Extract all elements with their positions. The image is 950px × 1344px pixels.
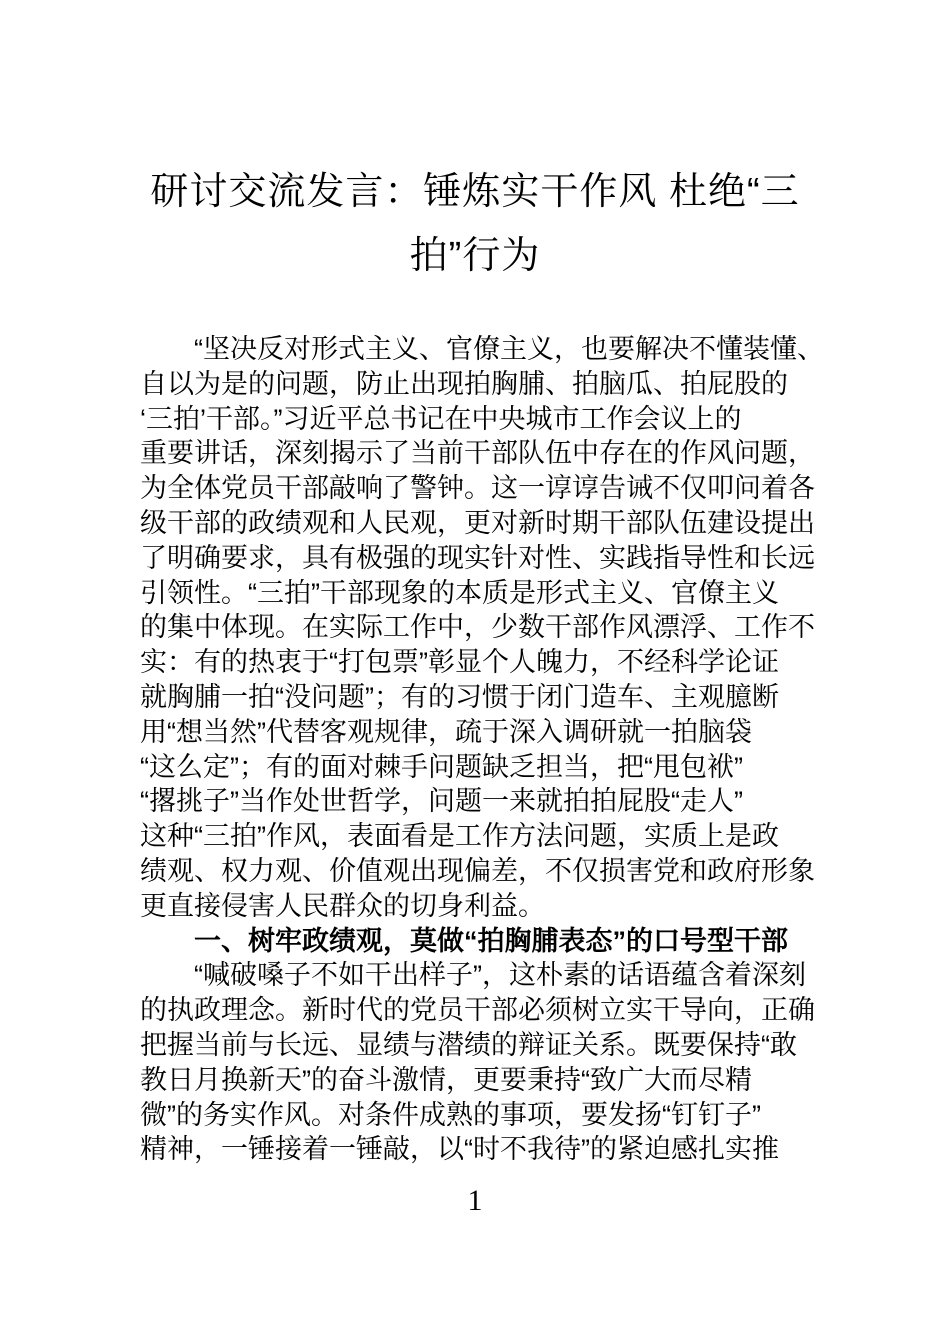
- text-line: “撂挑子”当作处世哲学，问题一来就拍拍屁股“走人”: [140, 786, 743, 817]
- text-line: 为全体党员干部敲响了警钟。这一谆谆告诫不仅叩问着各: [140, 473, 815, 504]
- text-line: “喊破嗓子不如干出样子”，这朴素的话语蕴含着深刻: [194, 960, 806, 991]
- title-line: 拍”行为: [409, 235, 541, 277]
- paragraph: [140, 958, 815, 1167]
- text-line: 的执政理念。新时代的党员干部必须树立实干导向，正确: [140, 995, 815, 1026]
- text-line: 自以为是的问题，防止出现拍胸脯、拍脑瓜、拍屁股的: [140, 368, 788, 399]
- text-line: 这种“三拍”作风，表面看是工作方法问题，实质上是政: [140, 821, 779, 852]
- document-body: [140, 332, 824, 1167]
- text-line: 精神，一锤接着一锤敲，以“时不我待”的紧迫感扎实推: [140, 1134, 779, 1165]
- text-line: “这么定”；有的面对棘手问题缺乏担当，把“甩包袱”: [140, 751, 743, 782]
- text-line: 实：有的热衷于“打包票”彰显个人魄力，不经科学论证: [140, 647, 779, 678]
- heading-line: 一、树牢政绩观，莫做“拍胸脯表态”的口号型干部: [194, 925, 788, 956]
- text-line: 绩观、权力观、价值观出现偏差，不仅损害党和政府形象: [140, 855, 815, 886]
- text-line: 的集中体现。在实际工作中，少数干部作风漂浮、工作不: [140, 612, 815, 643]
- text-line: 教日月换新天”的奋斗激情，更要秉持“致广大而尽精: [140, 1064, 752, 1095]
- text-line: 用“想当然”代替客观规律，疏于深入调研就一拍脑袋: [140, 716, 752, 747]
- text-line: 更直接侵害人民群众的切身利益。: [140, 890, 545, 921]
- text-line: ‘三拍’干部。”习近平总书记在中央城市工作会议上的: [140, 403, 742, 434]
- page-number: 1: [467, 1184, 483, 1217]
- document-title: [0, 160, 950, 288]
- paragraph: [140, 332, 824, 924]
- text-line: 把握当前与长远、显绩与潜绩的辩证关系。既要保持“敢: [140, 1029, 797, 1060]
- text-line: 级干部的政绩观和人民观，更对新时期干部队伍建设提出: [140, 507, 815, 538]
- section-heading: [140, 924, 810, 959]
- text-line: 引领性。“三拍”干部现象的本质是形式主义、官僚主义: [140, 577, 779, 608]
- text-line: 了明确要求，具有极强的现实针对性、实践指导性和长远: [140, 542, 815, 573]
- text-line: 就胸脯一拍“没问题”；有的习惯于闭门造车、主观臆断: [140, 681, 779, 712]
- title-line: 研讨交流发言：锤炼实干作风 杜绝“三: [150, 171, 800, 213]
- text-line: “坚决反对形式主义、官僚主义，也要解决不懂装懂、: [194, 334, 824, 364]
- text-line: 重要讲话，深刻揭示了当前干部队伍中存在的作风问题，: [140, 438, 815, 469]
- text-line: 微”的务实作风。对条件成熟的事项，要发扬“钉钉子”: [140, 1099, 761, 1130]
